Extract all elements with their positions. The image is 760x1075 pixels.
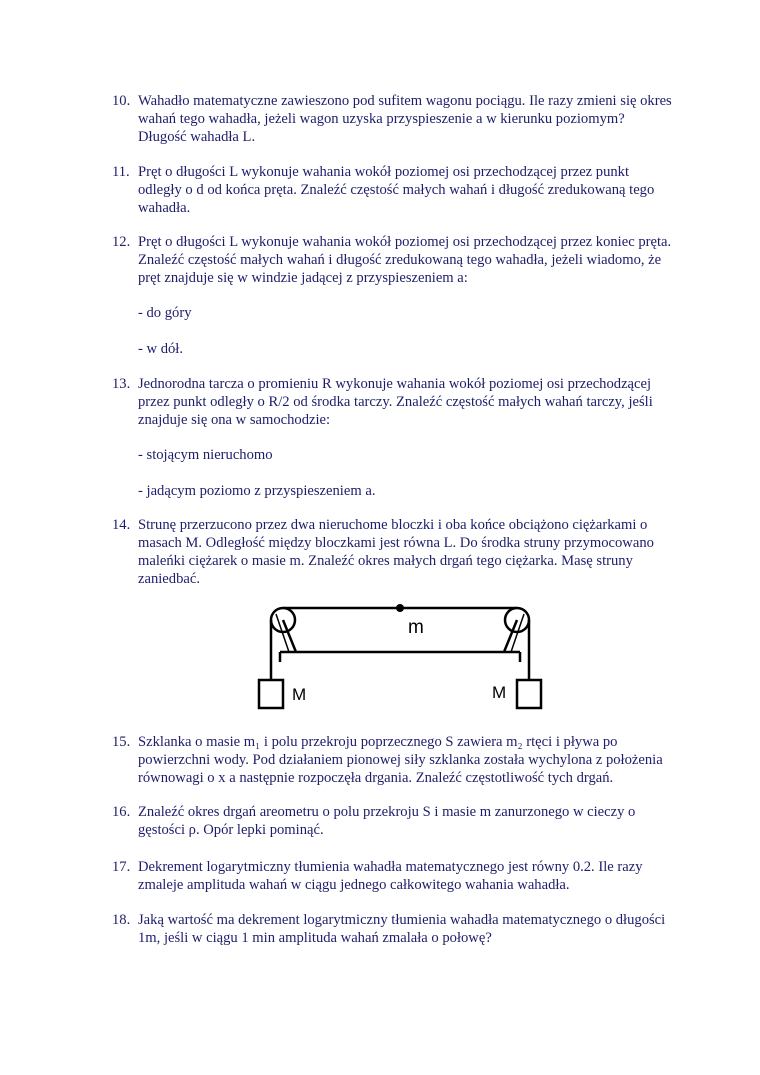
problem-number: 10. xyxy=(112,93,131,109)
problem-text: Pręt o długości L wykonuje wahania wokół poziomej osi przechodzącej przez punkt odległy o d od końca pręta. Znaleźć częstość małych wahań i długość zredukowaną tego wahadła. xyxy=(138,164,655,216)
small-mass-dot xyxy=(396,604,404,612)
problem-15 xyxy=(112,733,672,787)
problem-number: 12. xyxy=(112,234,131,250)
problem-11 xyxy=(112,163,672,217)
problem-number: 16. xyxy=(112,804,131,820)
label-m: m xyxy=(408,617,424,638)
option-stationary: - stojącym nieruchomo xyxy=(138,447,273,463)
problem-text: Dekrement logarytmiczny tłumienia wahadła matematycznego jest równy 0.2. Ile razy zmaleje amplituda wahań w ciągu jednego całkowitego wahania wahadła. xyxy=(138,859,643,893)
right-mass-block xyxy=(517,680,541,708)
problem-text: Znaleźć okres drgań areometru o polu przekroju S i masie m zanurzonego w cieczy o gęstości ρ. Opór lepki pominąć. xyxy=(138,804,636,838)
left-mass-block xyxy=(259,680,283,708)
problem-13 xyxy=(112,375,672,500)
problem-text: Pręt o długości L wykonuje wahania wokół poziomej osi przechodzącej przez koniec pręta. Znaleźć częstość małych wahań i długość zredukowaną tego wahadła, jeżeli wiadomo, że pręt znajduje się w windzie jadącej z przyspieszeniem a: xyxy=(138,234,672,286)
problem-14 xyxy=(112,516,672,588)
problem-number: 14. xyxy=(112,517,131,533)
problem-number: 18. xyxy=(112,912,131,928)
option-up: - do góry xyxy=(138,305,192,321)
label-right-M: M xyxy=(492,683,507,702)
problem-text: Strunę przerzucono przez dwa nieruchome bloczki i oba końce obciążono ciężarkami o masach M. Odległość między bloczkami jest równa L. Do środka struny przymocowano maleńki ciężarek o masie m. Znaleźć okres małych drgań tego ciężarka. Masę struny zaniedbać. xyxy=(138,517,654,587)
problem-text: Szklanka o masie m₁ i polu przekroju poprzecznego S zawiera m₂ rtęci i pływa po powierzchni wody. Pod działaniem pionowej siły szklanka została wychylona z położenia równowagi o x a następnie rozpoczęła drgania. Znaleźć częstotliwość tych drgań. xyxy=(138,734,663,786)
string-pulleys-figure xyxy=(250,600,550,715)
left-pulley xyxy=(271,608,295,632)
option-down: - w dół. xyxy=(138,341,183,357)
problem-18 xyxy=(112,911,672,947)
problem-16 xyxy=(112,803,672,839)
problem-text: Jaką wartość ma dekrement logarytmiczny tłumienia wahadła matematycznego o długości 1m, jeśli w ciągu 1 min amplituda wahań zmalała o połowę? xyxy=(138,912,666,946)
problem-text: Wahadło matematyczne zawieszono pod sufitem wagonu pociągu. Ile razy zmieni się okres wahań tego wahadła, jeżeli wagon uzyska przyspieszenie a w kierunku poziomym? Długość wahadła L. xyxy=(138,93,672,145)
label-left-M: M xyxy=(292,685,307,704)
problem-10 xyxy=(112,92,672,146)
problem-number: 17. xyxy=(112,859,131,875)
problem-text: Jednorodna tarcza o promieniu R wykonuje wahania wokół poziomej osi przechodzącej przez punkt odległy o R/2 od środka tarczy. Znaleźć częstość małych wahań tarczy, jeśli znajduje się ona w samochodzie: xyxy=(138,376,653,428)
option-accelerating: - jadącym poziomo z przyspieszeniem a. xyxy=(138,483,376,499)
problem-number: 13. xyxy=(112,376,131,392)
problem-number: 11. xyxy=(112,164,130,180)
problem-number: 15. xyxy=(112,734,131,750)
problem-12 xyxy=(112,233,672,358)
problem-17 xyxy=(112,858,672,894)
